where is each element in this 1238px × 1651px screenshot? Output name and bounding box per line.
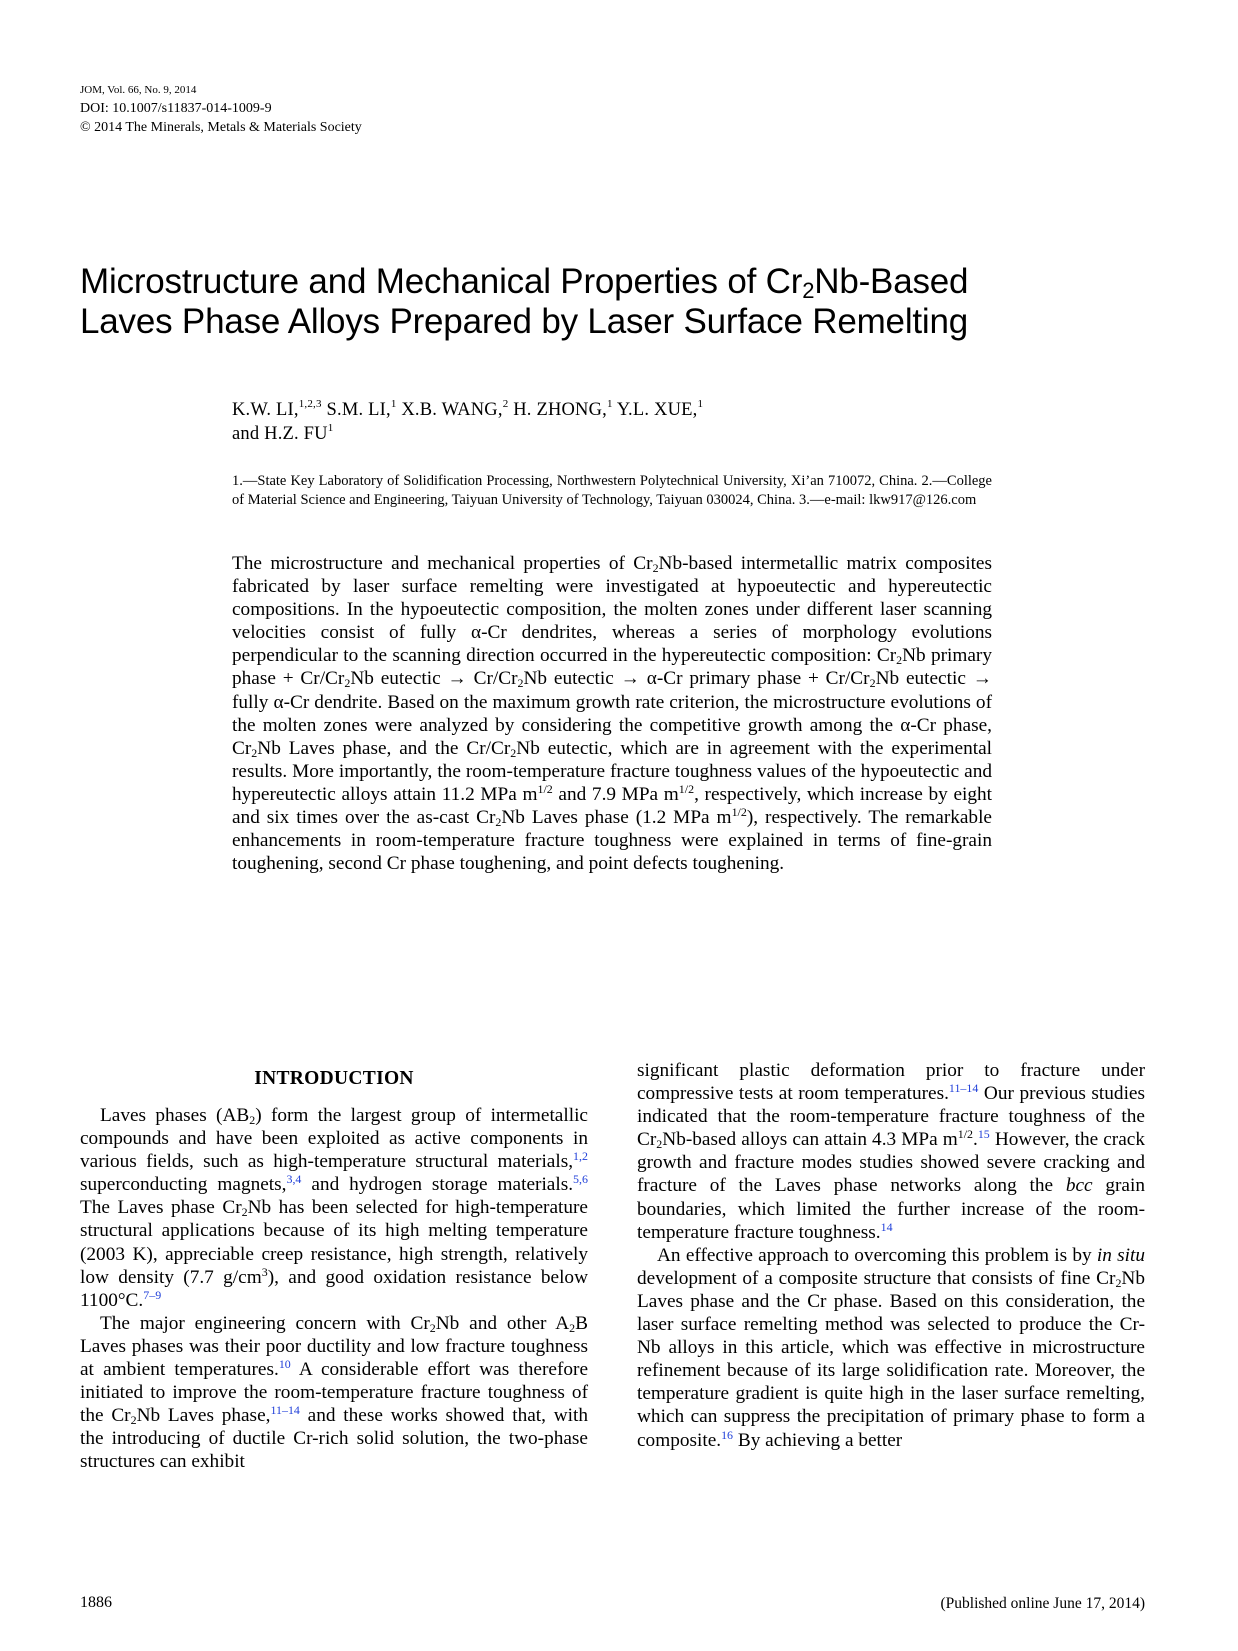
citation-link[interactable]: 7–9 (143, 1287, 162, 1302)
citation-link[interactable]: 5,6 (573, 1172, 588, 1187)
abstract: The microstructure and mechanical properties of $Cr_2Nb$-based intermetallic matrix composites fabricated by laser surface remelting were investigated at hypoeutectic and hypereutectic compositions. In the hypoeutectic composition, the molten zones under different laser scanning velocities consist of fully α-Cr dendrites, whereas a series of morphology evolutions perpendicular to the scanning direction occurred in the hypereutectic composition: $Cr_2Nb$ primary phase + $Cr/Cr_2Nb$ eutectic → $Cr/Cr_2Nb$ eutectic → α-Cr primary phase + $Cr/Cr_2Nb$ eutectic → fully α-Cr dendrite. Based on the maximum growth rate criterion, the microstructure evolutions of the molten zones were analyzed by considering the competitive growth among the α-Cr phase, $Cr_2Nb$ Laves phase, and the $Cr/Cr_2Nb$ eutectic, which are in agreement with the experimental results. More importantly, the room-temperature fracture toughness values of the hypoeutectic and hypereutectic alloys attain 11.2 MPa $m^{1/2}$ and 7.9 MPa $m^{1/2}$, respectively, which increase by eight and six times over the as-cast $Cr_2Nb$ Laves phase (1.2 MPa $m^{1/2}$), respectively. The remarkable enhancements in room-temperature fracture toughness were explained in terms of fine-grain toughening, second Cr phase toughening, and point defects toughening. (232, 553, 993, 875)
right-column (637, 1059, 1145, 1452)
citation-link[interactable]: 11–14 (948, 1080, 979, 1095)
journal-volume: JOM, Vol. 66, No. 9, 2014 (80, 84, 197, 96)
section-heading-introduction: INTRODUCTION (254, 1068, 414, 1089)
citation-link[interactable]: 3,4 (286, 1172, 302, 1187)
citation-link[interactable]: 11–14 (270, 1403, 300, 1418)
paper-title: Microstructure and Mechanical Properties of $Cr_2Nb$-Based Laves Phase Alloys Prepared by Laser Surface Remelting (80, 262, 969, 341)
affiliations: 1.—State Key Laboratory of Solidification Processing, Northwestern Polytechnical University, Xi’an 710072, China. 2.—College of Material Science and Engineering, Taiyuan University of Technology, Taiyuan 030024, China. 3.—e-mail: lkw917@126.com (232, 473, 992, 508)
left-column (80, 1104, 588, 1474)
citation-link[interactable]: 14 (880, 1219, 893, 1234)
page-number: 1886 (80, 1594, 112, 1611)
citation-link[interactable]: 1,2 (573, 1149, 588, 1164)
citation-link[interactable]: 16 (721, 1427, 734, 1442)
copyright: © 2014 The Minerals, Metals & Materials Society (80, 120, 362, 135)
intro-paragraph-1: Laves phases $(AB_2)$ form the largest group of intermetallic compounds and have been exploited as active components in various fields, such as high-temperature structural materials,$^{1,2}$ superconducting magnets,$^{3,4}$ and hydrogen storage materials.$^{5,6}$ The Laves phase $Cr_2Nb$ has been selected for high-temperature structural applications because of its high melting temperature (2003 K), appreciable creep resistance, high strength, relatively low density (7.7 $g/cm^3$), and good oxidation resistance below 1100°C.$^{7-9}$ (80, 1105, 589, 1311)
doi: DOI: 10.1007/s11837-014-1009-9 (80, 101, 272, 116)
journal-info (80, 82, 362, 137)
author-list: K.W. LI,$^{1,2,3}$ S.M. LI,$^1$ X.B. WANG,$^2$ H. ZHONG,$^1$ Y.L. XUE,$^1$ and H.Z. $FU^1$ (232, 398, 704, 444)
intro-paragraph-2: The major engineering concern with $Cr_2Nb$ and other $A_2B$ Laves phases was their poor ductility and low fracture toughness at ambient temperatures.$^{10}$ A considerable effort was therefore initiated to improve the room-temperature fracture toughness of the $Cr_2Nb$ Laves phase,$^{11-14}$ and these works showed that, with the introducing of ductile Cr-rich solid solution, the two-phase structures can exhibit (80, 1312, 589, 1473)
intro-paragraph-3: An effective approach to overcoming this problem is by in situ development of a composite structure that consists of fine $Cr_2Nb$ Laves phase and the Cr phase. Based on this consideration, the laser surface remelting method was selected to produce the Cr-Nb alloys in this article, which was effective in microstructure refinement because of its large solidification rate. Moreover, the temperature gradient is quite high in the laser surface remelting, which can suppress the precipitation of primary phase to form a composite.$^{16}$ By achieving a better (637, 1244, 1145, 1451)
intro-paragraph-2-continued: significant plastic deformation prior to fracture under compressive tests at room temperatures.$^{11-14}$ Our previous studies indicated that the room-temperature fracture toughness of the $Cr_2Nb$-based alloys can attain 4.3 MPa $m^{1/2}.^{15}$ However, the crack growth and fracture modes studies showed severe cracking and fracture of the Laves phase networks along the bcc grain boundaries, which limited the further increase of the room-temperature fracture toughness.$^{14}$ (637, 1060, 1145, 1243)
citation-link[interactable]: 10 (278, 1356, 291, 1371)
published-date: (Published online June 17, 2014) (940, 1595, 1145, 1612)
citation-link[interactable]: 15 (977, 1127, 990, 1142)
